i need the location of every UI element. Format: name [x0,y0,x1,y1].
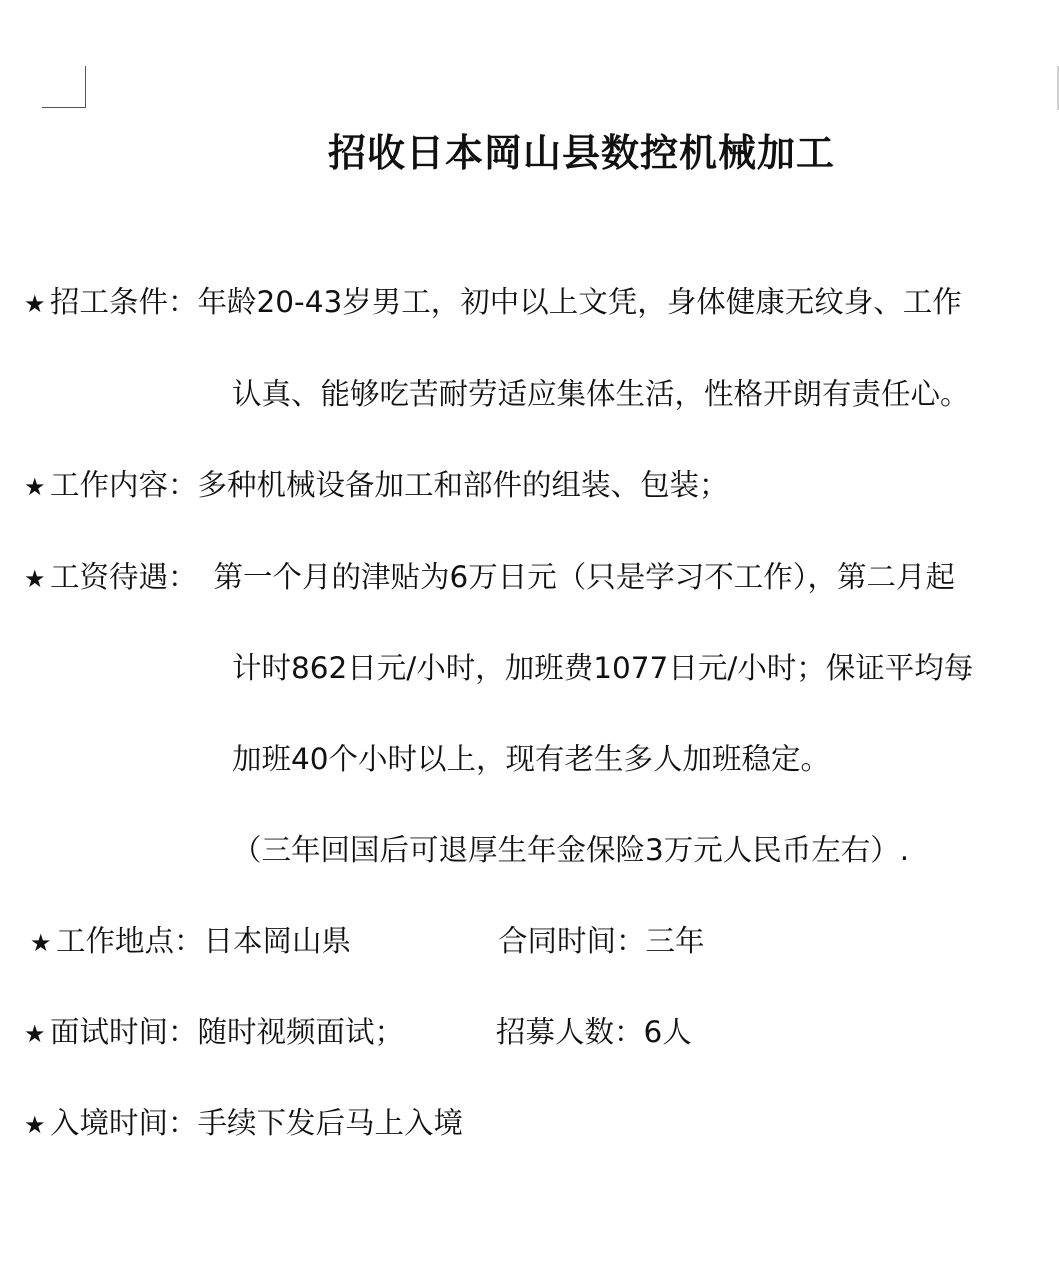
conditions-label: 招工条件： [50,285,198,319]
contract-label: 合同时间： [498,924,646,958]
contract-text: 三年 [645,924,705,958]
star-icon: ★ [24,565,46,593]
job-content-label: 工作内容： [50,468,198,502]
entry-label: 入境时间： [50,1106,198,1140]
headcount-text: 6人 [643,1015,692,1049]
salary-label: 工资待遇： [50,560,198,594]
job-content-text: 多种机械设备加工和部件的组装、包装； [197,468,729,502]
interview-label: 面试时间： [50,1015,198,1049]
salary-line [24,557,955,599]
star-icon: ★ [24,290,46,318]
salary-line-2: 计时862日元/小时，加班费1077日元/小时；保证平均每 [232,651,974,685]
star-icon: ★ [24,1020,46,1048]
interview-line [24,1012,404,1054]
page-title: 招收日本岡山县数控机械加工 [328,131,836,175]
salary-text: 第一个月的津贴为6万日元（只是学习不工作），第二月起 [213,560,956,594]
page-corner-mark [42,66,86,108]
headcount-label: 招募人数： [496,1015,644,1049]
star-icon: ★ [30,929,52,957]
location-label: 工作地点： [56,924,204,958]
salary-line-3: 加班40个小时以上，现有老生多人加班稳定。 [232,742,831,776]
entry-line [24,1103,463,1145]
interview-text: 随时视频面试； [197,1015,405,1049]
salary-line-4: （三年回国后可退厚生年金保险3万元人民币左右）. [232,833,910,867]
location-line [30,921,351,963]
conditions-text: 年龄20-43岁男工，初中以上文凭，身体健康无纹身、工作 [197,285,962,319]
star-icon: ★ [24,473,46,501]
location-text: 日本岡山県 [203,924,352,958]
star-icon: ★ [24,1111,46,1139]
entry-text: 手续下发后马上入境 [197,1106,464,1140]
conditions-line [24,282,962,324]
job-content-line [24,465,729,507]
conditions-continuation: 认真、能够吃苦耐劳适应集体生活，性格开朗有责任心。 [232,377,970,411]
headcount-line [496,1012,692,1052]
contract-line [498,921,705,961]
